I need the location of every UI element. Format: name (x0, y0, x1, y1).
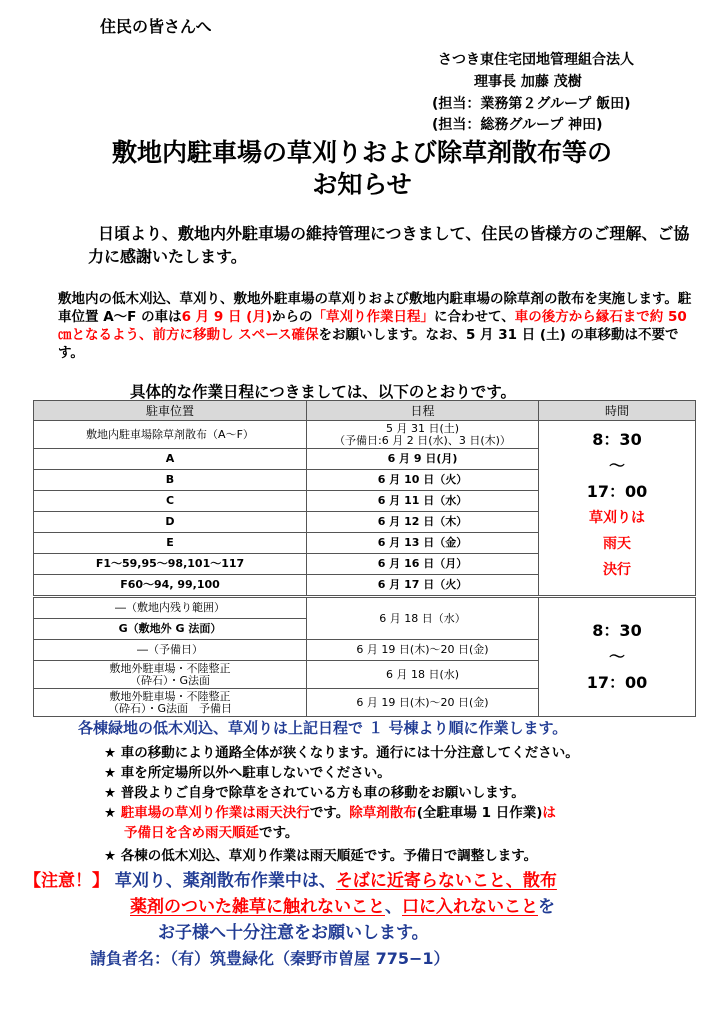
schedule-heading: 具体的な作業日程につきましては、以下のとおりです。 (130, 383, 516, 401)
cell-location: F60～94, 99,100 (34, 575, 307, 597)
note-5: ★ 各棟の低木刈込、草刈り作業は雨天順延です。予備日で調整します。 (104, 848, 538, 864)
cell-date (307, 421, 539, 449)
rain-note-3: 決行 (603, 562, 631, 578)
time-end: 17：00 (586, 482, 648, 501)
note-4b-red: 予備日を含め雨天順延 (124, 825, 259, 841)
time-start: 8：30 (592, 430, 642, 449)
note-3: ★ 普段よりご自身で除草をされている方も車の移動をお願いします。 (104, 785, 525, 801)
cell-location: B (34, 470, 307, 491)
time-cell-group-1 (539, 421, 696, 597)
cell-location: A (34, 449, 307, 470)
header-location: 駐車位置 (34, 401, 307, 421)
contact-1: (担当：業務第２グループ 飯田) (432, 96, 631, 112)
note-4-star: ★ (104, 805, 121, 821)
note-4-mid: です。 (309, 805, 350, 821)
greeting: 住民の皆さんへ (100, 17, 212, 36)
note-4b-black: です。 (259, 825, 299, 841)
body-text-3: に合わせて、 (434, 309, 515, 325)
cell-location: F1～59,95～98,101～117 (34, 554, 307, 575)
body-work-schedule-red: 「草刈り作業日程」 (312, 309, 435, 325)
cell-location: ―（敷地内残り範囲） (34, 597, 307, 619)
cell-date: 6 月 12 日（木） (307, 512, 539, 533)
time-tilde: ～ (608, 456, 625, 475)
body-text-4: をお願いします。なお、5 月 31 日 (土) の車移動は不要です。 (58, 327, 679, 361)
cell-date: 6 月 11 日（水） (307, 491, 539, 512)
warning-text-6: を (538, 897, 555, 917)
warning-line-2 (130, 892, 555, 917)
note-4 (104, 801, 556, 821)
cell-location: E (34, 533, 307, 554)
organization-name: さつき東住宅団地管理組合法人 (438, 52, 634, 68)
cell-location: D (34, 512, 307, 533)
time-start: 8：30 (592, 621, 642, 640)
cell-date: 6 月 18 日(水) (307, 661, 539, 689)
note-4-black: (全駐車場 1 日作業) (416, 805, 543, 821)
warning-label: 【注意！】 (24, 871, 109, 891)
rain-note-1: 草刈りは (589, 510, 645, 526)
table-row (34, 421, 696, 449)
body-paragraph (58, 290, 702, 362)
time-end: 17：00 (586, 673, 648, 692)
warning-text-4: 、 (385, 897, 402, 917)
cell-date-reserve: （予備日:6 月 2 日(水)、3 日(木)） (334, 433, 511, 447)
warning-line-1 (24, 866, 557, 891)
body-text-2: からの (272, 309, 313, 325)
cell-date: 6 月 19 日(木)～20 日(金) (307, 689, 539, 717)
schedule-table (33, 400, 696, 717)
title-line-2: お知らせ (312, 170, 412, 199)
summary-line: 各棟緑地の低木刈込、草刈りは上記日程で １ 号棟より順に作業します。 (78, 719, 568, 737)
cell-date: 6 月 9 日(月) (307, 449, 539, 470)
body-date-red: 6 月 9 日 (月) (181, 309, 273, 325)
cell-date: 6 月 17 日（火） (307, 575, 539, 597)
note-4-red-1: 駐車場の草刈り作業は雨天決行 (120, 805, 310, 821)
cell-location: ―（予備日） (34, 640, 307, 661)
header-date: 日程 (307, 401, 539, 421)
rain-note-2: 雨天 (603, 536, 631, 552)
cell-location (34, 661, 307, 689)
cell-date: 6 月 18 日（水） (307, 597, 539, 640)
warning-text-2: そばに近寄らないこと、散布 (335, 871, 557, 891)
cell-location-line2: （砕石）・G法面 (129, 673, 211, 687)
note-4-red-3: は (542, 805, 556, 821)
warning-text-5: 口に入れないこと (402, 897, 538, 917)
cell-date: 6 月 19 日(木)～20 日(金) (307, 640, 539, 661)
page-title (0, 137, 724, 201)
cell-date: 6 月 13 日（金） (307, 533, 539, 554)
note-2: ★ 車を所定場所以外へ駐車しないでください。 (104, 765, 391, 781)
time-cell-group-2 (539, 597, 696, 717)
note-1: ★ 車の移動により通路全体が狭くなります。通行には十分注意してください。 (104, 745, 579, 761)
cell-location: 敷地内駐車場除草剤散布（A～F） (34, 421, 307, 449)
note-4-continued (124, 821, 298, 841)
cell-location-line1: 敷地外駐車場・不陸整正 (109, 689, 231, 703)
intro-paragraph: 日頃より、敷地内外駐車場の維持管理につきまして、住民の皆様方のご理解、ご協力に感謝いたします。 (88, 224, 690, 266)
time-tilde: ～ (608, 647, 625, 666)
warning-line-3: お子様へ十分注意をお願いします。 (158, 923, 429, 943)
chairman-name: 理事長 加藤 茂樹 (474, 74, 582, 90)
cell-location: G（敷地外 G 法面） (34, 619, 307, 640)
contractor-name: 請負者名：（有）筑豊緑化（秦野市曽屋 775−1） (90, 949, 450, 968)
warning-text-3: 薬剤のついた雑草に触れないこと (130, 897, 385, 917)
contact-2: (担当：総務グループ 神田) (432, 117, 603, 133)
note-4-red-2: 除草剤散布 (349, 805, 417, 821)
cell-location (34, 689, 307, 717)
cell-location: C (34, 491, 307, 512)
body-text-1: 敷地内の低木刈込、草刈り、敷地外駐車場の草刈りおよび敷地内駐車場の除草剤の散布を実施します。駐車位置 A～F の車は (58, 291, 692, 325)
cell-date: 6 月 16 日（月） (307, 554, 539, 575)
cell-location-line1: 敷地外駐車場・不陸整正 (109, 661, 231, 675)
table-row (34, 597, 696, 619)
body-move-instruction-red: 車の後方から縁石まで約 50 ㎝となるよう、前方に移動し スペース確保 (58, 309, 687, 343)
cell-date-main: 5 月 31 日(土) (385, 421, 460, 435)
header-time: 時間 (539, 401, 696, 421)
title-line-1: 敷地内駐車場の草刈りおよび除草剤散布等の (111, 138, 612, 167)
cell-location-line2: （砕石）・G法面 予備日 (107, 701, 233, 715)
table-header-row (34, 401, 696, 421)
warning-text-1: 草刈り、薬剤散布作業中は、 (114, 871, 336, 891)
cell-date: 6 月 10 日（火） (307, 470, 539, 491)
